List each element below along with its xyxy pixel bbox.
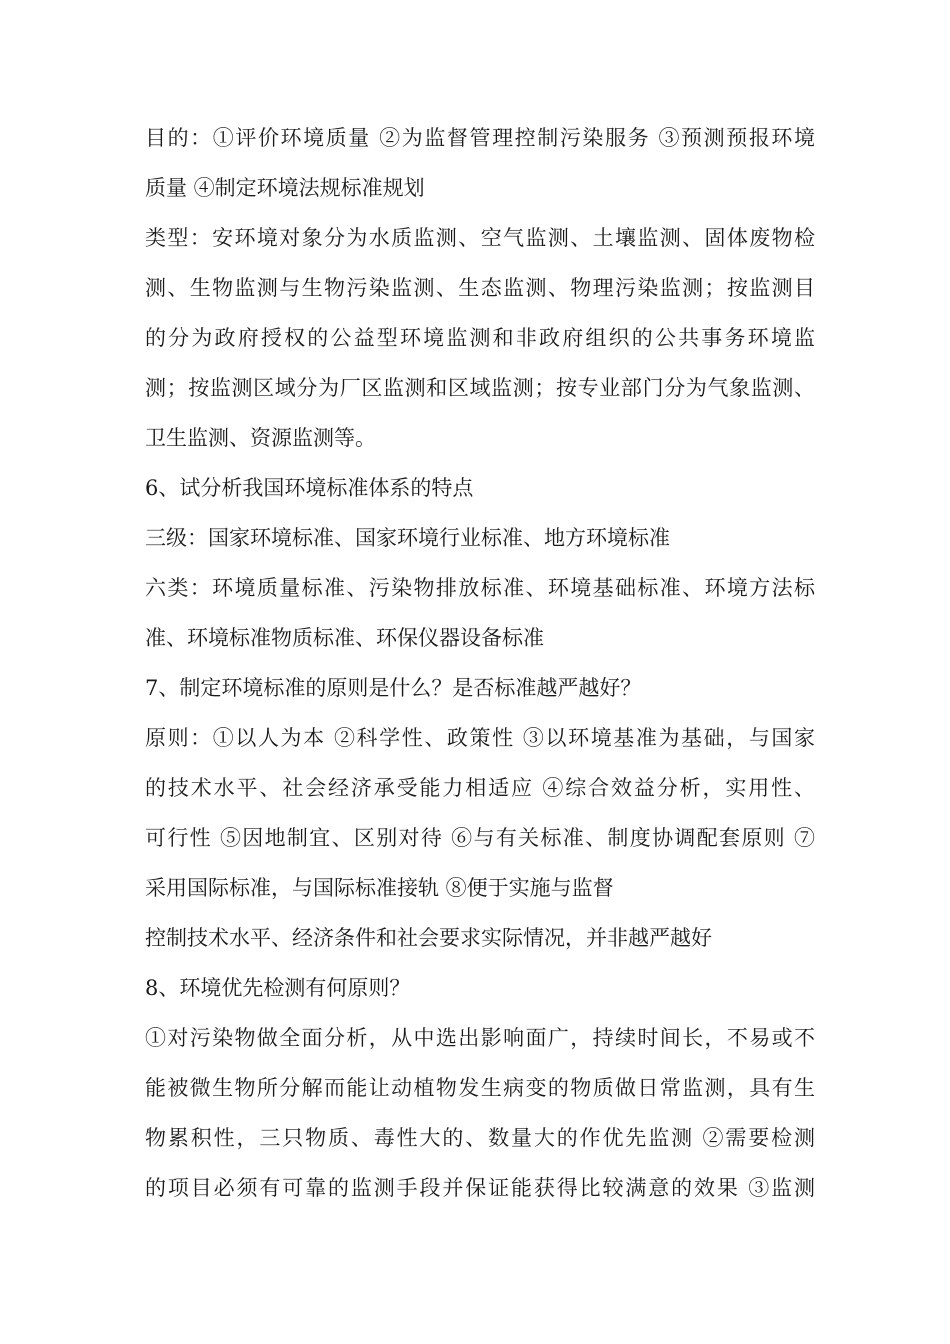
- text-line-purpose: 目的：①评价环境质量 ②为监督管理控制污染服务 ③预测预报环境: [145, 126, 815, 150]
- text-line-three-levels: 三级：国家环境标准、国家环境行业标准、地方环境标准: [145, 526, 670, 550]
- text-line-priority-cont: 物累积性，三只物质、毒性大的、数量大的作优先监测 ②需要检测: [145, 1126, 815, 1150]
- text-line-principles-cont: 的技术水平、社会经济承受能力相适应 ④综合效益分析，实用性、: [145, 776, 815, 800]
- text-line-conclusion: 控制技术水平、经济条件和社会要求实际情况，并非越严越好: [145, 926, 712, 950]
- question-heading-7: 7、制定环境标准的原则是什么？是否标准越严越好？: [145, 676, 642, 700]
- text-line-principles: 原则：①以人为本 ②科学性、政策性 ③以环境基准为基础，与国家: [145, 726, 815, 750]
- text-line-types-end: 卫生监测、资源监测等。: [145, 426, 376, 450]
- question-heading-6: 6、试分析我国环境标准体系的特点: [145, 476, 474, 500]
- text-line-six-categories-end: 准、环境标准物质标准、环保仪器设备标准: [145, 626, 544, 650]
- text-line-principles-cont: 可行性 ⑤因地制宜、区别对待 ⑥与有关标准、制度协调配套原则 ⑦: [145, 826, 815, 850]
- text-line-types-cont: 测；按监测区域分为厂区监测和区域监测；按专业部门分为气象监测、: [145, 376, 815, 400]
- text-line-purpose-cont: 质量 ④制定环境法规标准规划: [145, 176, 425, 200]
- text-line-principles-end: 采用国际标准，与国际标准接轨 ⑧便于实施与监督: [145, 876, 614, 900]
- text-line-types-cont: 的分为政府授权的公益型环境监测和非政府组织的公共事务环境监: [145, 326, 815, 350]
- question-heading-8: 8、环境优先检测有何原则？: [145, 976, 411, 1000]
- document-body: [145, 113, 815, 1213]
- text-line-priority-cont: 能被微生物所分解而能让动植物发生病变的物质做日常监测，具有生: [145, 1076, 815, 1100]
- text-line-priority-cont: 的项目必须有可靠的监测手段并保证能获得比较满意的效果 ③监测: [145, 1176, 815, 1200]
- text-line-types: 类型：安环境对象分为水质监测、空气监测、土壤监测、固体废物检: [145, 226, 815, 250]
- text-line-priority: ①对污染物做全面分析，从中选出影响面广，持续时间长，不易或不: [145, 1026, 815, 1050]
- text-line-types-cont: 测、生物监测与生物污染监测、生态监测、物理污染监测；按监测目: [145, 276, 815, 300]
- text-line-six-categories: 六类：环境质量标准、污染物排放标准、环境基础标准、环境方法标: [145, 576, 815, 600]
